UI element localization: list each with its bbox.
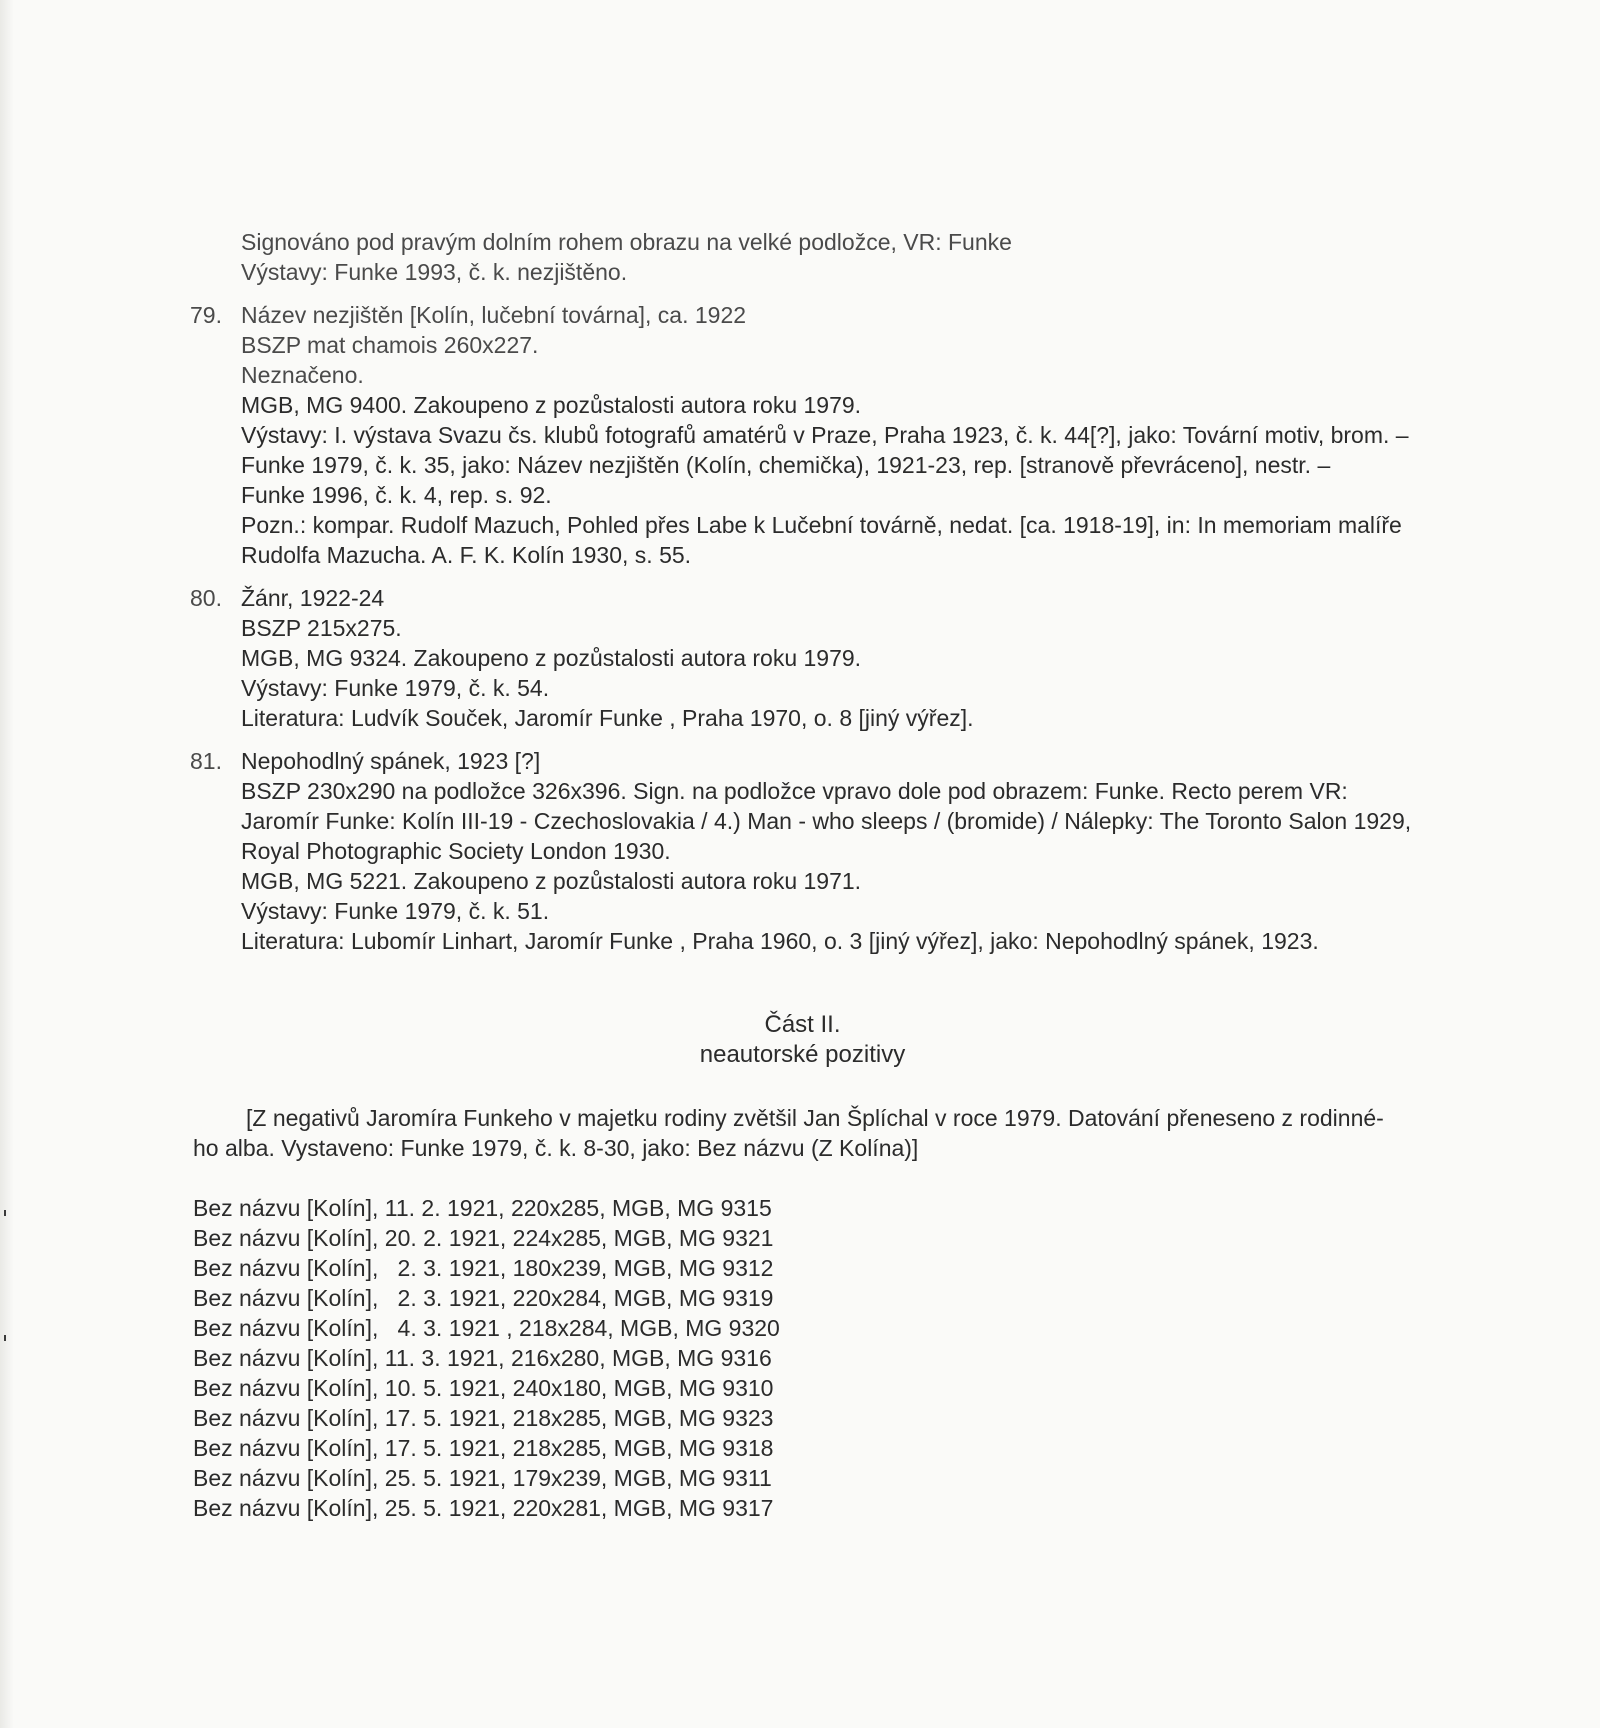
list-item: Bez názvu [Kolín], 4. 3. 1921 , 218x284, MGB, MG 9320 [193, 1315, 780, 1341]
entry-line: BSZP 230x290 na podložce 326x396. Sign. na podložce vpravo dole pod obrazem: Funke. Recto perem VR: [241, 778, 1348, 804]
list-item: Bez názvu [Kolín], 25. 5. 1921, 220x281, MGB, MG 9317 [193, 1495, 774, 1521]
intro-line: Výstavy: Funke 1993, č. k. nezjištěno. [241, 259, 628, 285]
list-item: Bez názvu [Kolín], 2. 3. 1921, 220x284, MGB, MG 9319 [193, 1285, 774, 1311]
section-title: Část II. [764, 1011, 841, 1038]
entry-line: MGB, MG 5221. Zakoupeno z pozůstalosti autora roku 1971. [241, 868, 862, 894]
list-item: Bez názvu [Kolín], 11. 3. 1921, 216x280, MGB, MG 9316 [193, 1345, 772, 1371]
entry-line: Literatura: Lubomír Linhart, Jaromír Funke , Praha 1960, o. 3 [jiný výřez], jako: Nepohodlný spánek, 1923. [241, 928, 1319, 954]
entry-line: Žánr, 1922-24 [241, 585, 385, 611]
entry-line: Funke 1996, č. k. 4, rep. s. 92. [241, 482, 552, 508]
entry-number: 80. [190, 585, 222, 611]
list-item: Bez názvu [Kolín], 10. 5. 1921, 240x180, MGB, MG 9310 [193, 1375, 774, 1401]
entry-line: Nepohodlný spánek, 1923 [?] [241, 748, 541, 774]
note-line: [Z negativů Jaromíra Funkeho v majetku rodiny zvětšil Jan Šplíchal v roce 1979. Datování přeneseno z rodinné- [246, 1105, 1384, 1131]
entry-line: Výstavy: Funke 1979, č. k. 54. [241, 675, 550, 701]
entry-line: MGB, MG 9400. Zakoupeno z pozůstalosti autora roku 1979. [241, 392, 862, 418]
intro-line: Signováno pod pravým dolním rohem obrazu na velké podložce, VR: Funke [241, 229, 1012, 255]
entry-line: BSZP 215x275. [241, 615, 402, 641]
entry-line: MGB, MG 9324. Zakoupeno z pozůstalosti autora roku 1979. [241, 645, 862, 671]
entry-line: Pozn.: kompar. Rudolf Mazuch, Pohled přes Labe k Lučební továrně, nedat. [ca. 1918-19], in: In memoriam malíře [241, 512, 1402, 538]
scan-speck [4, 1335, 6, 1341]
note-line: ho alba. Vystaveno: Funke 1979, č. k. 8-30, jako: Bez názvu (Z Kolína)] [193, 1135, 919, 1161]
entry-line: Výstavy: Funke 1979, č. k. 51. [241, 898, 550, 924]
list-item: Bez názvu [Kolín], 17. 5. 1921, 218x285, MGB, MG 9323 [193, 1405, 774, 1431]
list-item: Bez názvu [Kolín], 2. 3. 1921, 180x239, MGB, MG 9312 [193, 1255, 774, 1281]
entry-line: Jaromír Funke: Kolín III-19 - Czechoslovakia / 4.) Man - who sleeps / (bromide) / Nálepky: The Toronto Salon 1929, [241, 808, 1412, 834]
entry-line: Funke 1979, č. k. 35, jako: Název nezjištěn (Kolín, chemička), 1921-23, rep. [stranově převráceno], nestr. – [241, 452, 1331, 478]
entry-line: Výstavy: I. výstava Svazu čs. klubů fotografů amatérů v Praze, Praha 1923, č. k. 44[?], jako: Tovární motiv, brom. – [241, 422, 1409, 448]
list-item: Bez názvu [Kolín], 17. 5. 1921, 218x285, MGB, MG 9318 [193, 1435, 774, 1461]
list-item: Bez názvu [Kolín], 11. 2. 1921, 220x285, MGB, MG 9315 [193, 1195, 772, 1221]
page-edge-shadow [0, 0, 14, 1728]
entry-line: Neznačeno. [241, 362, 364, 388]
scan-speck [4, 1210, 6, 1216]
section-subtitle: neautorské pozitivy [699, 1041, 906, 1068]
list-item: Bez názvu [Kolín], 25. 5. 1921, 179x239, MGB, MG 9311 [193, 1465, 772, 1491]
list-item: Bez názvu [Kolín], 20. 2. 1921, 224x285, MGB, MG 9321 [193, 1225, 774, 1251]
entry-line: Název nezjištěn [Kolín, lučební továrna], ca. 1922 [241, 302, 747, 328]
entry-line: Royal Photographic Society London 1930. [241, 838, 671, 864]
entry-line: BSZP mat chamois 260x227. [241, 332, 539, 358]
entry-number: 79. [190, 302, 222, 328]
entry-number: 81. [190, 748, 222, 774]
entry-line: Literatura: Ludvík Souček, Jaromír Funke , Praha 1970, o. 8 [jiný výřez]. [241, 705, 974, 731]
entry-line: Rudolfa Mazucha. A. F. K. Kolín 1930, s. 55. [241, 542, 692, 568]
